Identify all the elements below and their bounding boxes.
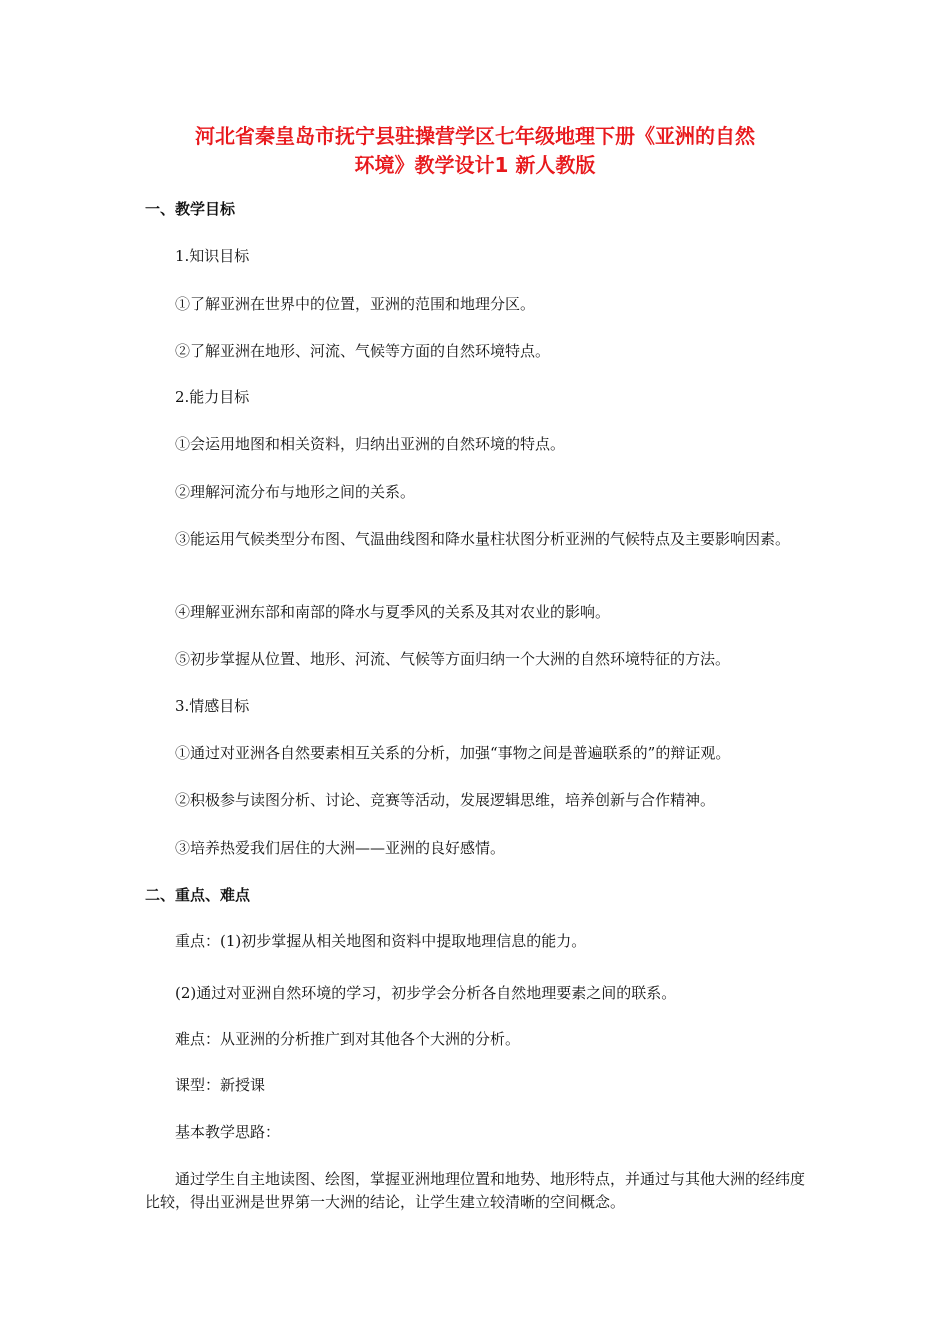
- key-point-1: 重点：(1)初步掌握从相关地图和资料中提取地理信息的能力。: [175, 932, 587, 950]
- subheading-emotion: 3.情感目标: [175, 697, 250, 715]
- section-heading-objectives: 一、教学目标: [145, 200, 236, 218]
- title-line-2: 环境》教学设计1 新人教版: [354, 153, 596, 177]
- difficult-point: 难点：从亚洲的分析推广到对其他各个大洲的分析。: [175, 1030, 521, 1048]
- approach-paragraph: 通过学生自主地读图、绘图，掌握亚洲地理位置和地势、地形特点，并通过与其他大洲的经纬度比较，得出亚洲是世界第一大洲的结论，让学生建立较清晰的空间概念。: [145, 1170, 806, 1211]
- section-heading-key-points: 二、重点、难点: [145, 886, 251, 904]
- ability-item-2: ②理解河流分布与地形之间的关系。: [175, 483, 416, 501]
- knowledge-item-1: ①了解亚洲在世界中的位置，亚洲的范围和地理分区。: [175, 295, 536, 313]
- emotion-item-1: ①通过对亚洲各自然要素相互关系的分析，加强“事物之间是普遍联系的”的辩证观。: [175, 744, 731, 762]
- ability-item-3: ③能运用气候类型分布图、气温曲线图和降水量柱状图分析亚洲的气候特点及主要影响因素。: [175, 530, 791, 548]
- subheading-knowledge: 1.知识目标: [175, 247, 250, 265]
- title-line-1: 河北省秦皇岛市抚宁县驻操营学区七年级地理下册《亚洲的自然: [195, 124, 755, 148]
- emotion-item-2: ②积极参与读图分析、讨论、竞赛等活动，发展逻辑思维，培养创新与合作精神。: [175, 791, 716, 809]
- document-title: [140, 122, 810, 180]
- ability-item-5: ⑤初步掌握从位置、地形、河流、气候等方面归纳一个大洲的自然环境特征的方法。: [175, 650, 731, 668]
- key-point-2: (2)通过对亚洲自然环境的学习，初步学会分析各自然地理要素之间的联系。: [175, 984, 677, 1002]
- emotion-item-3: ③培养热爱我们居住的大洲——亚洲的良好感情。: [175, 839, 506, 857]
- lesson-type: 课型：新授课: [175, 1076, 266, 1094]
- approach-heading: 基本教学思路：: [175, 1123, 281, 1141]
- ability-item-1: ①会运用地图和相关资料，归纳出亚洲的自然环境的特点。: [175, 435, 566, 453]
- knowledge-item-2: ②了解亚洲在地形、河流、气候等方面的自然环境特点。: [175, 342, 551, 360]
- subheading-ability: 2.能力目标: [175, 388, 250, 406]
- ability-item-4: ④理解亚洲东部和南部的降水与夏季风的关系及其对农业的影响。: [175, 603, 611, 621]
